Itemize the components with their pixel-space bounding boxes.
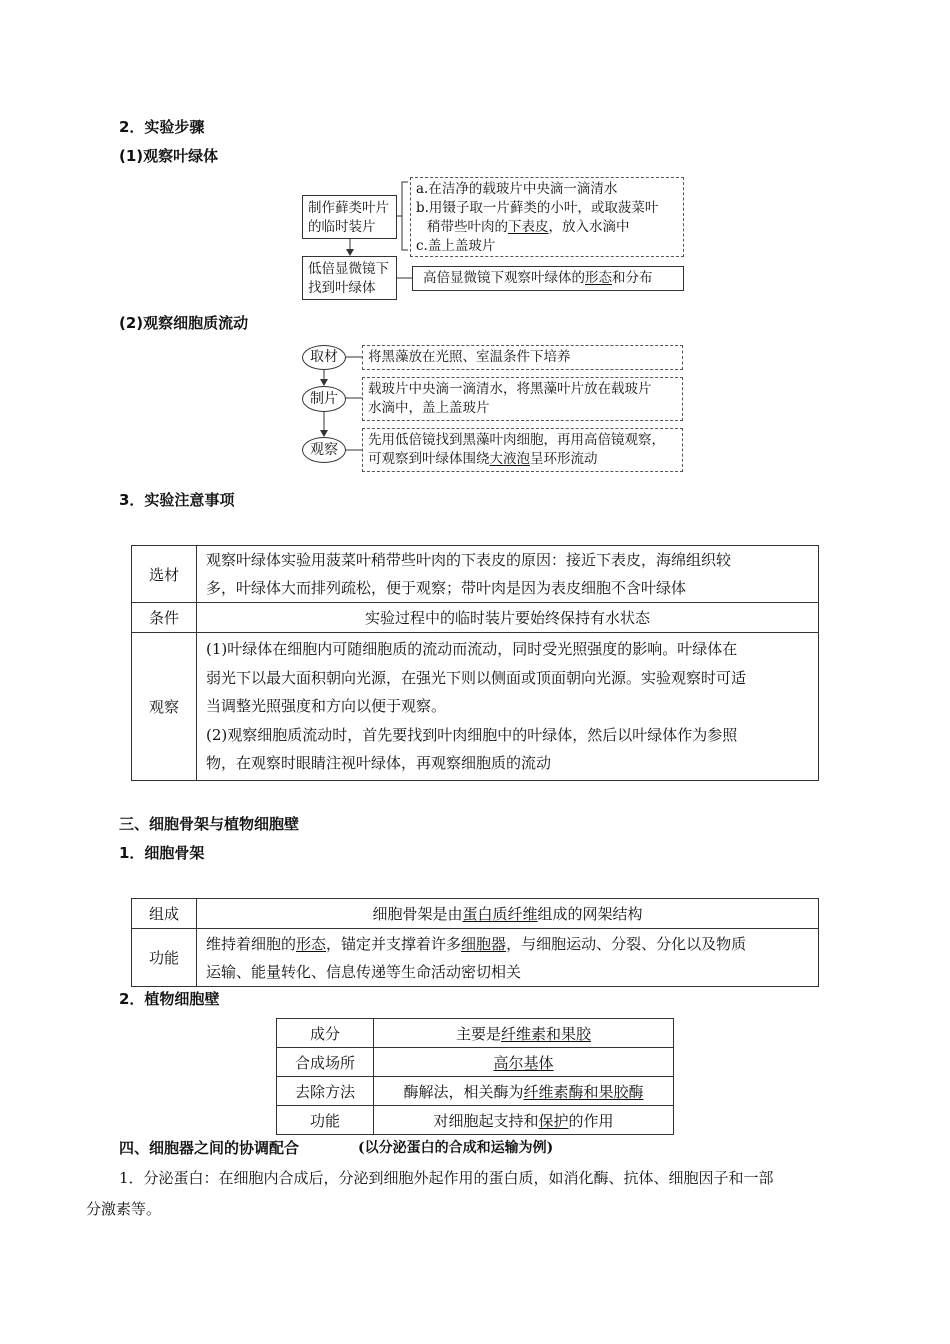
subsection-heading: (1)观察叶绿体 — [119, 147, 219, 165]
stage-text-box — [362, 428, 683, 472]
step-c: c.盖上盖玻片 — [416, 238, 496, 254]
table-row — [132, 929, 819, 987]
box-line: 找到叶绿体 — [308, 280, 376, 296]
row-content: 维持着细胞的形态，锚定并支撑着许多细胞器，与细胞运动、分裂、分化以及物质 运输、能量转化、信息传递等生命活动密切相关 — [197, 929, 819, 987]
row-header: 成分 — [277, 1019, 374, 1048]
section-heading: 2．实验步骤 — [119, 118, 205, 136]
steps-box — [410, 177, 684, 257]
table-row — [132, 546, 819, 603]
cell-wall-table — [276, 1018, 674, 1135]
row-content: 对细胞起支持和保护的作用 — [374, 1106, 674, 1135]
row-content: 高尔基体 — [374, 1048, 674, 1077]
table-row — [132, 603, 819, 633]
subsection-heading: (2)观察细胞质流动 — [119, 314, 249, 332]
box-line: 水滴中，盖上盖玻片 — [368, 400, 490, 416]
paragraph-line: 分激素等。 — [86, 1200, 162, 1218]
table-row — [277, 1106, 674, 1135]
box-line: 先用低倍镜找到黑藻叶肉细胞，再用高倍镜观察， — [368, 432, 665, 448]
row-content: 观察叶绿体实验用菠菜叶稍带些叶肉的下表皮的原因：接近下表皮，海绵组织较 多，叶绿体大而排列疏松，便于观察；带叶肉是因为表皮细胞不含叶绿体 — [197, 546, 819, 603]
cytoskeleton-table — [131, 898, 819, 987]
box-line: 可观察到叶绿体围绕大液泡呈环形流动 — [368, 451, 598, 467]
row-header: 观察 — [132, 633, 197, 781]
row-content: 酶解法，相关酶为纤维素酶和果胶酶 — [374, 1077, 674, 1106]
section-heading: 1．细胞骨架 — [119, 844, 205, 862]
box-line: 载玻片中央滴一滴清水，将黑藻叶片放在载玻片 — [368, 381, 652, 397]
flow-step-box — [302, 195, 397, 239]
row-header: 选材 — [132, 546, 197, 603]
paragraph-line: 1．分泌蛋白：在细胞内合成后，分泌到细胞外起作用的蛋白质，如消化酶、抗体、细胞因子和一部 — [119, 1169, 774, 1187]
stage-ellipse-sampling: 取材 — [302, 345, 346, 370]
notes-table — [131, 545, 819, 781]
box-line: 的临时装片 — [308, 219, 376, 235]
step-b: b.用镊子取一片藓类的小叶，或取菠菜叶 — [416, 200, 659, 216]
stage-ellipse-observing: 观察 — [302, 437, 346, 463]
part-heading-note: (以分泌蛋白的合成和运输为例) — [358, 1140, 554, 1156]
table-row — [132, 899, 819, 929]
row-header: 组成 — [132, 899, 197, 929]
step-a: a.在洁净的载玻片中央滴一滴清水 — [416, 181, 618, 197]
row-content: 细胞骨架是由蛋白质纤维组成的网架结构 — [197, 899, 819, 929]
stage-ellipse-mounting: 制片 — [302, 386, 346, 412]
stage-text-box — [362, 377, 683, 421]
row-header: 功能 — [277, 1106, 374, 1135]
part-heading: 四、细胞器之间的协调配合 — [119, 1139, 300, 1157]
table-row — [132, 633, 819, 781]
box-line: 制作藓类叶片 — [308, 200, 389, 216]
section-heading: 3．实验注意事项 — [119, 491, 235, 509]
box-line: 低倍显微镜下 — [308, 261, 389, 277]
section-heading: 2．植物细胞壁 — [119, 990, 220, 1008]
row-content: (1)叶绿体在细胞内可随细胞质的流动而流动，同时受光照强度的影响。叶绿体在 弱光下以最大面积朝向光源，在强光下则以侧面或顶面朝向光源。实验观察时可适 当调整光照强度和方向以便于观察。 (2)观察细胞质流动时，首先要找到叶肉细胞中的叶绿体，然后以叶绿体作为参照 物，在观察时眼睛注视叶绿体，再观察细胞质的流动 — [197, 633, 819, 781]
step-b-cont: 稍带些叶肉的下表皮，放入水滴中 — [427, 219, 630, 235]
table-row — [277, 1077, 674, 1106]
row-content: 实验过程中的临时装片要始终保持有水状态 — [197, 603, 819, 633]
flow-step-box — [302, 256, 397, 300]
table-row — [277, 1048, 674, 1077]
row-content: 主要是纤维素和果胶 — [374, 1019, 674, 1048]
result-box: 高倍显微镜下观察叶绿体的形态和分布 — [412, 266, 684, 291]
row-header: 条件 — [132, 603, 197, 633]
row-header: 去除方法 — [277, 1077, 374, 1106]
stage-text-box: 将黑藻放在光照、室温条件下培养 — [362, 345, 683, 370]
row-header: 合成场所 — [277, 1048, 374, 1077]
row-header: 功能 — [132, 929, 197, 987]
part-heading: 三、细胞骨架与植物细胞壁 — [119, 815, 300, 833]
table-row — [277, 1019, 674, 1048]
